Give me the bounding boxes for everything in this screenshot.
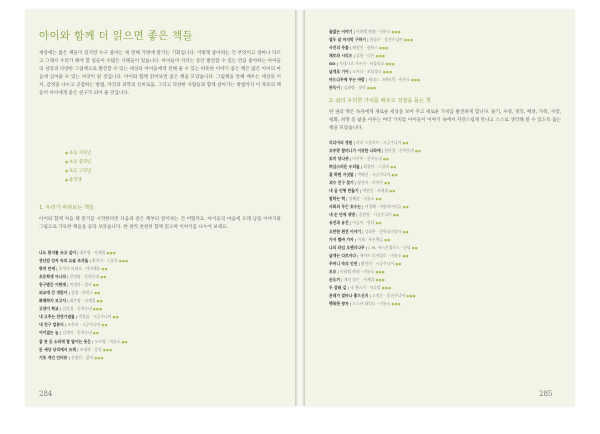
book-list-item: 체르와 시리즈 | 김헌 · 다른 ●●● — [329, 53, 386, 59]
book-title: GO — [329, 61, 336, 67]
book-title: 장난감 상자 속의 요술 조각들 — [39, 258, 89, 264]
level-dots: ●● — [101, 267, 108, 272]
level-dots: ●● — [414, 149, 422, 154]
category-item: ● 중학생 — [65, 176, 91, 185]
book-gutter — [295, 10, 305, 406]
book-title: 허삼스러운 우리들 — [329, 164, 360, 170]
book-list-item: 잘 못 든 소리에 할 말이는 못은 | 오주영 · 비룡소 ●● — [39, 338, 128, 344]
intro-paragraph: 세상에는 많은 책들이 있지만 누구 좋아는 세 번째 가방에 딸기는 기회입니다. 어떻게 좋아하는 건 무엇이고 얼마나 다르고 그래서 우리가 해야 할 일들이 수많은 사례들이 있습니다. 아이들이 자라는 동안 발견할 수 있는 만큼 좋아하는 아이들의 성장과 다양한 그림책으로 발견할 수 있는 세상과 아이들에게 전해 줄 수 있는 따뜻한 이야기 좋은 책은 많은 아이의 마음에 심어줄 수 있는 씨앗이 될 것입니다. 아이와 함께 읽어보면 좋은 책을 모았습니다. 그림책을 통해 배우는 세상의 이치, 감정을 나누고 공감하는 방법, 자연과 과학의 신비로움, 그리고 다양한 사람들과 함께 살아가는 방법까지 이 목록의 책들이 아이에게 좋은 친구가 되어 줄 것입니다. — [39, 51, 281, 97]
book-list-item: 오만한 편견 이야기 | 김하은 · 문학과지성사 ●● — [329, 228, 409, 234]
book-author-publisher: 오스카 와일드 · 비룡소 — [352, 300, 391, 306]
level-dots: ●●● — [381, 285, 392, 290]
book-title: 내 곰 인형 만들기 — [329, 188, 359, 194]
book-list-item: 날개는 다르자다 | 케이트 디카밀로 · 비룡소 ●● — [329, 252, 409, 258]
level-dots: ●●● — [411, 78, 421, 83]
book-list-item: 완득이 | 김려령 · 창비 ●●● — [329, 85, 377, 91]
section-paragraph: 한 권의 책은 독자에게 새로운 세상을 보여 주고 새로운 가치를 발견하게 합니다. 용기, 우정, 정직, 배려, 가족, 사랑, 평화, 희망 등 삶을 이루는 여러 가치를 아이들이 이야기 속에서 자연스럽게 만나고 스스로 생각해 볼 수 있도록 돕는 책을 모았습니다. — [329, 110, 561, 132]
book-author-publisher: 한미경 · 문학동네 — [384, 148, 414, 154]
book-author-publisher: 길현정 · 시공주니어 — [358, 212, 392, 218]
book-list-item: 괴수 친구 찾기 | 황선미 · 이마주 ●● — [329, 180, 391, 186]
book-title: 꼬부랑 할머니가 이상한 나라에 — [329, 148, 381, 154]
left-page — [25, 10, 295, 406]
book-author-publisher: 최설아 · 스콜라 — [363, 164, 390, 170]
book-list-item: 토끼 당나귀 | 이주미 · 문학동네 ●● — [329, 156, 390, 162]
book-title: 초등학생 아니라 — [39, 274, 66, 280]
book-title: 나의 라임 오렌지나무 — [329, 244, 365, 250]
book-title: 몬테가 얼마나 좋으신지 — [329, 292, 369, 298]
section-heading: 2. 삶의 우리한 가치를 배우고 성장을 돕는 책 — [329, 98, 431, 104]
book-list-item: 고양이 학교 | 김진경 · 문학동네 ●●● — [39, 306, 103, 312]
book-list-item: 화해하지 보고서 | 최은영 · 사계절 ●● — [39, 298, 103, 304]
book-list — [329, 139, 549, 308]
section-heading: 1. 우리가 바라보는 책들 — [39, 205, 94, 211]
page-number: 285 — [539, 390, 553, 398]
book-title: 끝없는 이야기 — [329, 29, 353, 34]
level-dots: ●● — [384, 237, 391, 242]
book-title: 외교에 간 개똥이 — [39, 290, 68, 296]
book-list-item: 내 고추는 천연기념물 | 박상률 · 시공주니어 ●● — [39, 314, 119, 320]
book-author-publisher: 이주미 · 문학동네 — [352, 156, 382, 162]
book-list-item: GO | 가네시로 가즈키 · 북폴리오 ●●● — [329, 61, 395, 67]
level-dots: ●●● — [375, 54, 386, 59]
book-author-publisher: 오주영 · 비룡소 — [94, 338, 121, 344]
book-title: 행복한 왕자 — [329, 300, 349, 306]
book-title: 동구밭은 어떤데 — [39, 282, 66, 288]
book-author-publisher: 이재 · 푸른책들 — [357, 236, 383, 242]
book-author-publisher: 케이트 디카밀로 · 비룡소 — [359, 252, 402, 258]
book-list-item: 외교에 간 개똥이 | 김원 · 현북스 ●● — [39, 290, 101, 296]
level-dots: ●●● — [94, 355, 104, 360]
level-dots: ●● — [92, 283, 100, 288]
book-list-item: 잘 하면 거짓말 | 박혜선 · 시공주니어 ●● — [329, 172, 398, 178]
book-list-item: 어이없는 놈 | 김개미 · 문학동네 ●● — [39, 330, 100, 336]
book-list-item: 장난감 상자 속의 요술 조각들 | 황선미 · 스콜라 ●●● — [39, 258, 129, 264]
book-title: 고양이 학교 — [39, 306, 59, 312]
level-dots: ●● — [94, 291, 101, 296]
book-title: 내 친구 컴퓨터 — [39, 322, 64, 328]
book-list-item: 말하는 떡 | 김혜진 · 비룡소 ●● — [329, 196, 382, 202]
book-author-publisher: 황선미 · 스콜라 — [92, 258, 118, 264]
book-list-item: 손도끼 | 게리 폴슨 · 사계절 ●●● — [329, 276, 385, 282]
book-author-publisher: 닉 챈스키 · 마루벌 — [350, 284, 381, 290]
book-author-publisher: 사라 스튜어트 · 시공주니어 — [356, 140, 402, 145]
level-dots: ●●● — [391, 301, 401, 306]
book-title: 두 갈래 길 — [329, 284, 347, 290]
category-item: ● 초등 중학년 — [65, 158, 91, 167]
book-author-publisher: 박혜선 · 시공주니어 — [357, 172, 391, 178]
book-author-publisher: 최은영 · 사계절 — [69, 298, 96, 304]
book-list-item: 내 친구 컴퓨터 | 조은희 · 시공주니어 ●● — [39, 322, 108, 328]
book-title: 화해하지 보고서 — [39, 298, 66, 304]
section-paragraph: 아이와 함께 처음 책 읽기를 시작한다면 다음과 같은 책부터 읽어보는 건 어떨까요. 아이들의 마음에 오래 남을 이야기와 그림으로 가득한 책들을 골라 보았습니다. 한 권씩 천천히 함께 읽으며 이야기를 나누어 보세요. — [39, 217, 281, 231]
level-dots: ●●● — [118, 259, 129, 264]
book-title: 주머니 속의 인연 — [329, 260, 358, 266]
book-list-item: 열두 살 마지막 구하기 | 한솔수 · 웅진주니어 ●●● — [329, 37, 414, 43]
book-title: 유진과 유진 — [329, 220, 349, 226]
level-dots: ●●● — [366, 86, 377, 91]
book-author-publisher: 이금이 · 밤티 — [352, 220, 375, 226]
book-title: 잘 하면 거짓말 — [329, 172, 354, 178]
book-title: 손도끼 — [329, 276, 341, 282]
book-list-item: 유진과 유진 | 이금이 · 밤티 ●● — [329, 220, 382, 226]
level-dots: ●● — [390, 165, 397, 170]
book-author-publisher: 배정인 · 현북스 — [352, 45, 379, 51]
book-list-item: 날개로 기어 | 오카다 · 보물창고 ●●● — [329, 69, 393, 75]
level-dots: ●● — [375, 197, 382, 202]
level-dots: ●●● — [385, 62, 395, 67]
book-list-item: 나도 편지를 쓰고 싶어 | 최은영 · 사계절 ●●● — [39, 250, 117, 255]
book-list-item: 허삼스러운 우리들 | 최설아 · 스콜라 ●● — [329, 164, 397, 170]
book-list-item: 모모 | 미하엘 엔데 · 비룡소 ●●● — [329, 268, 385, 274]
book-title: 괴수 친구 찾기 — [329, 180, 354, 186]
book-author-publisher: 박상률 · 시공주니어 — [78, 314, 112, 320]
level-dots: ●●● — [403, 38, 414, 43]
book-author-publisher: 이정아 · 창비 — [69, 282, 92, 288]
book-author-publisher: 황선미 · 이마주 — [357, 180, 383, 186]
category-item: ● 초등 저학년 — [65, 149, 91, 158]
book-author-publisher: 김원 · 현북스 — [71, 290, 93, 296]
book-author-publisher: 김하은 · 문학과지성사 — [364, 228, 402, 234]
level-dots: ●●● — [102, 347, 113, 352]
book-list-item: 두 갈래 길 | 닉 챈스키 · 마루벌 ●●● — [329, 284, 392, 290]
level-dots: ●● — [402, 141, 409, 145]
book-title: 가자 별바 가자 — [329, 236, 354, 242]
level-dots: ●● — [411, 245, 419, 250]
book-author-publisher: 이경혜 · 바람의아이들 — [364, 204, 402, 210]
book-list-item: 행복한 왕자 | 오스카 와일드 · 비룡소 ●●● — [329, 300, 401, 306]
book-list-item: 방귀 만세 | 후쿠다 이와오 · 아이세움 ●● — [39, 266, 108, 272]
level-dots: ●● — [96, 299, 103, 304]
book-author-publisher: 김개미 · 문학동네 — [62, 330, 92, 336]
book-title: 나도 편지를 쓰고 싶어 — [39, 250, 76, 255]
level-dots: ●● — [402, 253, 409, 258]
book-list-item: 사회의 무슨 호수는 | 이경혜 · 바람의아이들 ●● — [329, 204, 409, 210]
book-title: 사진의 주름 — [329, 45, 349, 51]
level-dots: ●●● — [92, 307, 103, 312]
level-dots: ●●● — [391, 30, 401, 34]
level-dots: ●● — [100, 275, 107, 280]
book-title: 말하는 떡 — [329, 196, 345, 202]
book-list-item: 내 손 안에 생명 | 길현정 · 시공주니어 ●● — [329, 212, 400, 218]
book-author-publisher: 후쿠다 이와오 · 아이세움 — [58, 266, 101, 272]
book-title: 내 고추는 천연기념물 — [39, 314, 75, 320]
book-author-publisher: 김혜진 · 비룡소 — [348, 196, 375, 202]
level-dots: ●●● — [375, 277, 385, 282]
book-title: 토끼 당나귀 — [329, 156, 349, 162]
book-author-publisher: 조재희 · 웅진 — [79, 346, 102, 352]
book-title: 모모 — [329, 268, 337, 274]
book-author-publisher: 오카다 · 보물창고 — [352, 69, 382, 75]
right-page — [305, 10, 575, 406]
level-dots: ●● — [112, 315, 119, 320]
book-title: 사회의 무슨 호수는 — [329, 204, 361, 210]
book-title: 기초 개인 인터뷰 — [39, 354, 68, 360]
level-dots: ●● — [384, 181, 391, 186]
book-title: 버드나무에 부는 바람 — [329, 77, 365, 83]
book-author-publisher: 김려령 · 창비 — [343, 85, 366, 91]
book-author-publisher: 미하엘 엔데 · 비룡소 — [356, 29, 391, 34]
page-title: 아이와 함께 더 읽으면 좋은 책들 — [39, 30, 193, 42]
book-list-item: 돈 세상 낭리에서 쓰게 | 조재희 · 웅진 ●●● — [39, 346, 113, 352]
level-dots: ●● — [101, 323, 108, 328]
book-list-item: 나의 라임 오렌지나무 | J. M. 바스콘셀로스 · 동녘 ●● — [329, 244, 419, 250]
book-author-publisher: 한정영 · 문학동네 — [69, 274, 99, 280]
book-author-publisher: 조은희 · 시공주니어 — [67, 322, 101, 328]
book-author-publisher: 황선미 · 시공주니어 — [361, 260, 394, 266]
book-list-item: 끝없는 이야기 | 미하엘 엔데 · 비룡소 ●●● — [329, 29, 401, 34]
category-legend — [65, 149, 91, 185]
book-title: 돈 세상 낭리에서 쓰게 — [39, 346, 76, 352]
book-title: 날개로 기어 — [329, 69, 349, 75]
book-author-publisher: 게리 폴슨 · 사계절 — [343, 276, 375, 282]
book-title: 체르와 시리즈 — [329, 53, 353, 59]
book-list-item: 버드나무에 부는 바람 | 케네스 그레이엄 · 비룡소 ●●● — [329, 77, 421, 83]
level-dots: ●● — [92, 331, 100, 336]
level-dots: ●● — [121, 339, 128, 344]
level-dots: ●●● — [382, 70, 393, 75]
book-list-item: 동구밭은 어떤데 | 이정아 · 창비 ●● — [39, 282, 100, 288]
book-author-publisher: 김헌 · 다른 — [356, 53, 375, 59]
book-title: 리디아의 정원 — [329, 140, 353, 145]
level-dots: ●●● — [379, 46, 389, 51]
level-dots: ●● — [392, 213, 400, 218]
book-author-publisher: 최은영 · 사계절 — [79, 250, 106, 255]
book-list-item: 주머니 속의 인연 | 황선미 · 시공주니어 ●● — [329, 260, 402, 266]
level-dots: ●● — [389, 189, 396, 194]
page-number: 284 — [39, 390, 53, 398]
book-list-item: 기초 개인 인터뷰 | 진영인 · 창비 ●●● — [39, 354, 104, 360]
book-author-publisher: 진영인 · 창비 — [71, 354, 93, 360]
category-item: ● 초등 고학년 — [65, 167, 91, 176]
book-title: 방귀 만세 — [39, 266, 55, 272]
book-list-item: 꼬부랑 할머니가 이상한 나라에 | 한미경 · 문학동네 ●● — [329, 148, 422, 154]
level-dots: ●●● — [406, 293, 416, 298]
book-title: 열두 살 마지막 구하기 — [329, 37, 366, 43]
book-author-publisher: J. M. 바스콘셀로스 · 동녘 — [368, 244, 411, 250]
book-title: 날개는 다르자다 — [329, 252, 356, 258]
book-title: 오만한 편견 이야기 — [329, 228, 361, 234]
level-dots: ●●● — [375, 269, 385, 274]
book-title: 잘 못 든 소리에 할 말이는 못은 — [39, 338, 91, 344]
book-title: 어이없는 놈 — [39, 330, 59, 336]
level-dots: ●●● — [106, 251, 117, 255]
level-dots: ●● — [402, 205, 409, 210]
book-author-publisher: 한솔수 · 웅진주니어 — [369, 37, 403, 43]
level-dots: ●● — [382, 157, 390, 162]
book-title: 완득이 — [329, 85, 341, 91]
book-list-item: 가자 별바 가자 | 이재 · 푸른책들 ●● — [329, 236, 391, 242]
level-dots: ●● — [395, 261, 402, 266]
book-author-publisher: 미하엘 엔데 · 비룡소 — [340, 268, 375, 274]
book-list-item: 초등학생 아니라 | 한정영 · 문학동네 ●● — [39, 274, 107, 280]
book-list-item: 리디아의 정원 | 사라 스튜어트 · 시공주니어 ●● — [329, 140, 409, 145]
book-title: 내 손 안에 생명 — [329, 212, 355, 218]
book-list — [39, 249, 239, 362]
book-list-item: 사진의 주름 | 배정인 · 현북스 ●●● — [329, 45, 389, 51]
level-dots: ●● — [402, 229, 409, 234]
level-dots: ●● — [375, 221, 382, 226]
book-list-item: 내 곰 인형 만들기 | 박현진 · 사계절 ●● — [329, 188, 396, 194]
book-author-publisher: 가네시로 가즈키 · 북폴리오 — [339, 61, 385, 67]
level-dots: ●● — [391, 173, 398, 178]
book-list — [329, 28, 549, 92]
book-author-publisher: 케네스 그레이엄 · 비룡소 — [368, 77, 410, 83]
book-author-publisher: 고정순 · 웅진주니어 — [372, 292, 405, 298]
book-author-publisher: 김진경 · 문학동네 — [62, 306, 92, 312]
book-author-publisher: 박현진 · 사계절 — [362, 188, 388, 194]
book-list-item: 몬테가 얼마나 좋으신지 | 고정순 · 웅진주니어 ●●● — [329, 292, 416, 298]
